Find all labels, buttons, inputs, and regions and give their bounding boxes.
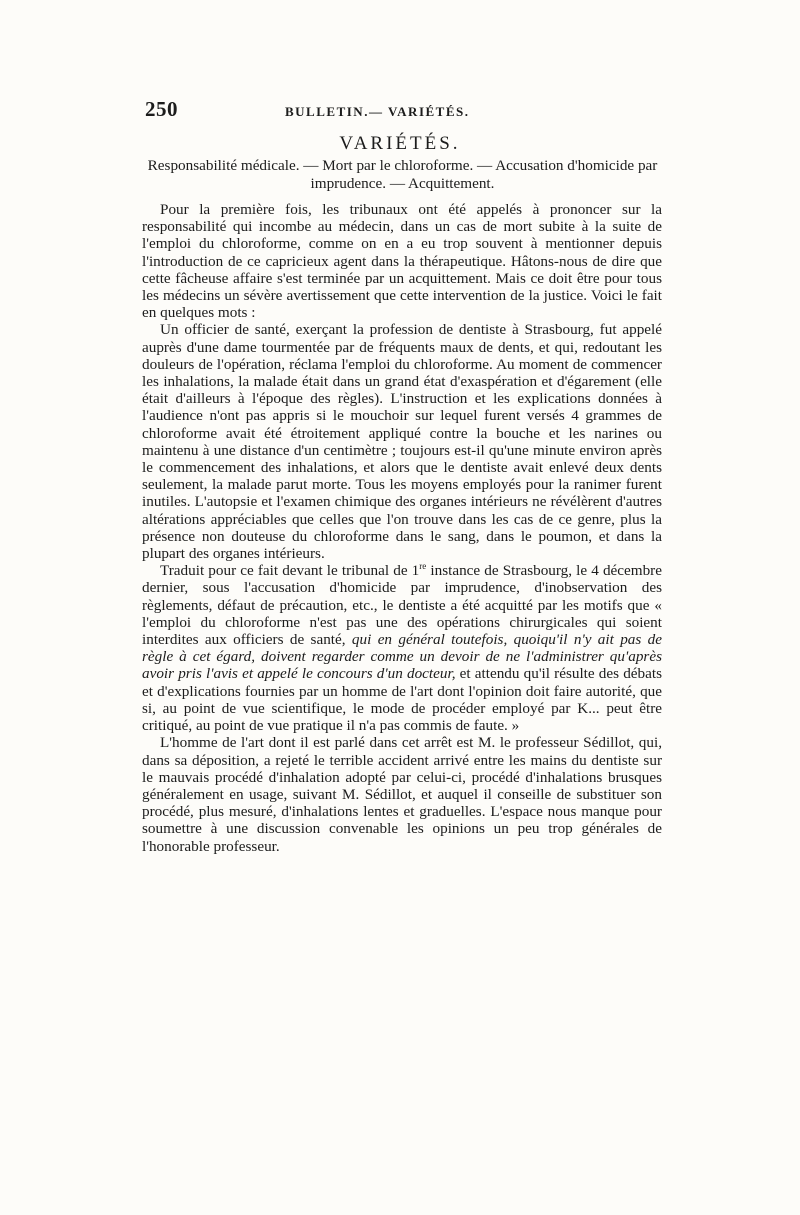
running-head [145,97,665,125]
paragraph-3 [142,562,662,734]
page-number: 250 [145,97,178,121]
paragraph-1: Pour la première fois, les tribunaux ont été appelés à prononcer sur la responsabilité qui incombe au médecin, dans un cas de mort subite à la suite de l'emploi du chloroforme, comme on en a eu trop souvent à mentionner depuis l'introduction de ce capricieux agent dans la thérapeutique. Hâtons-nous de dire que cette fâcheuse affaire s'est terminée par un acquittement. Mais ce doit être pour tous les médecins un sévère avertissement que cette intervention de la justice. Voici le fait en quelques mots : [142,201,662,322]
paragraph-3-italic-quote: qui en général toutefois, quoiqu'il n'y ait pas de règle à cet égard, doivent regarder comme un devoir de ne l'administrer qu'après avoir pris l'avis et appelé le concours d'un docteur, [142,631,662,683]
paragraph-2: Un officier de santé, exerçant la profession de dentiste à Strasbourg, fut appelé auprès d'une dame tourmentée par de fréquents maux de dents, et qui, redoutant les douleurs de l'opération, réclama l'emploi du chloroforme. Au moment de commencer les inhalations, la malade était dans un grand état d'exaspération et d'égarement (elle était d'ailleurs à l'époque des règles). L'instruction et les explications données à l'audience n'ont pas appris si le mouchoir sur lequel furent versés 4 grammes de chloroforme avait été étroitement appliqué contre la bouche et les narines ou maintenu à une distance d'un centimètre ; toujours est-il qu'une minute environ après le commencement des inhalations, et alors que le dentiste avait enlevé deux dents seulement, la malade parut morte. Tous les moyens employés pour la ranimer furent inutiles. L'autopsie et l'examen chimique des organes intérieurs ne révélèrent d'autres altérations appréciables que celles que l'on trouve dans les cas de ce genre, plus la présence non douteuse du chloroforme dans le sang, dans le poumon, et dans la plupart des organes intérieurs. [142,321,662,563]
ordinal-superscript: re [419,561,427,572]
paragraph-3-part-c: et attendu qu'il résulte des débats et d'explications fournies par un homme de l'art dont l'opinion doit faire autorité, que si, au point de vue scientifique, le mode de procéder employé par K... peut être critiqué, au point de vue pratique il n'a pas commis de faute. » [142,665,662,735]
section-title: VARIÉTÉS. [339,133,461,154]
article-body [142,201,662,855]
paragraph-4: L'homme de l'art dont il est parlé dans cet arrêt est M. le professeur Sédillot, qui, dans sa déposition, a rejeté le terrible accident arrivé entre les mains du dentiste sur le mauvais procédé d'inhalation adopté par celui-ci, procédé d'inhalations brusques généralement en usage, suivant M. Sédillot, et auquel il conseille de substituer son procédé, plus mesuré, d'inhalations lentes et graduelles. L'espace nous manque pour soumettre à une discussion convenable les opinions un peu trop générales de l'honorable professeur. [142,734,662,855]
article-subtitle: Responsabilité médicale. — Mort par le chloroforme. — Accusation d'homicide par imprudence. — Acquittement. [147,157,658,192]
running-title: BULLETIN.— VARIÉTÉS. [285,104,470,119]
paragraph-3-part-a: Traduit pour ce fait devant le tribunal de 1 [160,562,420,580]
paragraph-3-part-b: instance de Strasbourg, le 4 décembre dernier, sous l'accusation d'homicide par imprudence, d'inobservation des règlements, défaut de précaution, etc., le dentiste a été acquitté par les motifs que « l'emploi du chloroforme n'est pas une des opérations chirurgicales qui soient interdites aux officiers de santé, [142,562,662,649]
